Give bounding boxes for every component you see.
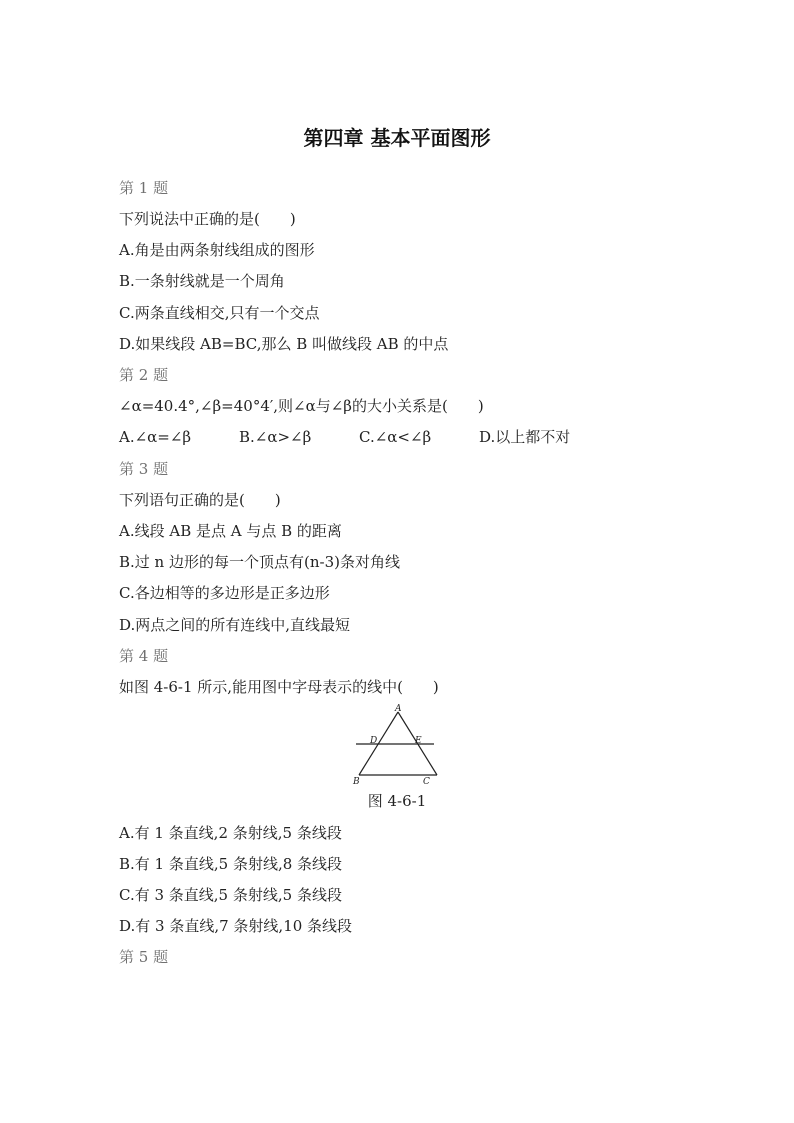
point-label-a: A bbox=[395, 704, 402, 714]
question-1-option-b: B.一条射线就是一个周角 bbox=[119, 272, 285, 290]
question-3-heading: 第 3 题 bbox=[119, 460, 169, 478]
point-label-d: D bbox=[370, 736, 378, 746]
question-3-option-d: D.两点之间的所有连线中,直线最短 bbox=[119, 616, 351, 634]
question-2-options bbox=[119, 427, 570, 447]
geometry-figure bbox=[348, 703, 448, 785]
question-4-stem: 如图 4-6-1 所示,能用图中字母表示的线中( ) bbox=[119, 678, 439, 696]
question-4-heading: 第 4 题 bbox=[119, 647, 169, 665]
point-label-c: C bbox=[423, 777, 430, 785]
question-1-option-a: A.角是由两条射线组成的图形 bbox=[119, 241, 315, 259]
question-2-option-b: B.∠α>∠β bbox=[239, 428, 312, 446]
question-2-stem: ∠α=40.4°,∠β=40°4′,则∠α与∠β的大小关系是( ) bbox=[119, 397, 484, 415]
question-2-option-c: C.∠α<∠β bbox=[359, 428, 432, 446]
point-label-b: B bbox=[353, 777, 360, 785]
question-3-option-b: B.过 n 边形的每一个顶点有(n-3)条对角线 bbox=[119, 553, 400, 571]
question-2-heading: 第 2 题 bbox=[119, 366, 169, 384]
question-1-option-d: D.如果线段 AB=BC,那么 B 叫做线段 AB 的中点 bbox=[119, 335, 449, 353]
question-5-heading: 第 5 题 bbox=[119, 948, 169, 966]
question-4-option-a: A.有 1 条直线,2 条射线,5 条线段 bbox=[119, 824, 342, 842]
figure-caption: 图 4-6-1 bbox=[367, 792, 427, 810]
question-3-option-a: A.线段 AB 是点 A 与点 B 的距离 bbox=[119, 522, 342, 540]
question-4-option-b: B.有 1 条直线,5 条射线,8 条线段 bbox=[119, 855, 343, 873]
page-title: 第四章 基本平面图形 bbox=[303, 126, 491, 150]
question-1-stem: 下列说法中正确的是( ) bbox=[119, 210, 296, 228]
question-3-option-c: C.各边相等的多边形是正多边形 bbox=[119, 584, 330, 602]
question-1-heading: 第 1 题 bbox=[119, 179, 169, 197]
question-4-option-c: C.有 3 条直线,5 条射线,5 条线段 bbox=[119, 886, 342, 904]
point-label-e: E bbox=[415, 736, 422, 746]
question-3-stem: 下列语句正确的是( ) bbox=[119, 491, 281, 509]
question-1-option-c: C.两条直线相交,只有一个交点 bbox=[119, 304, 320, 322]
question-4-option-d: D.有 3 条直线,7 条射线,10 条线段 bbox=[119, 917, 353, 935]
question-2-option-a: A.∠α=∠β bbox=[119, 428, 192, 446]
question-2-option-d: D.以上都不对 bbox=[479, 428, 571, 446]
